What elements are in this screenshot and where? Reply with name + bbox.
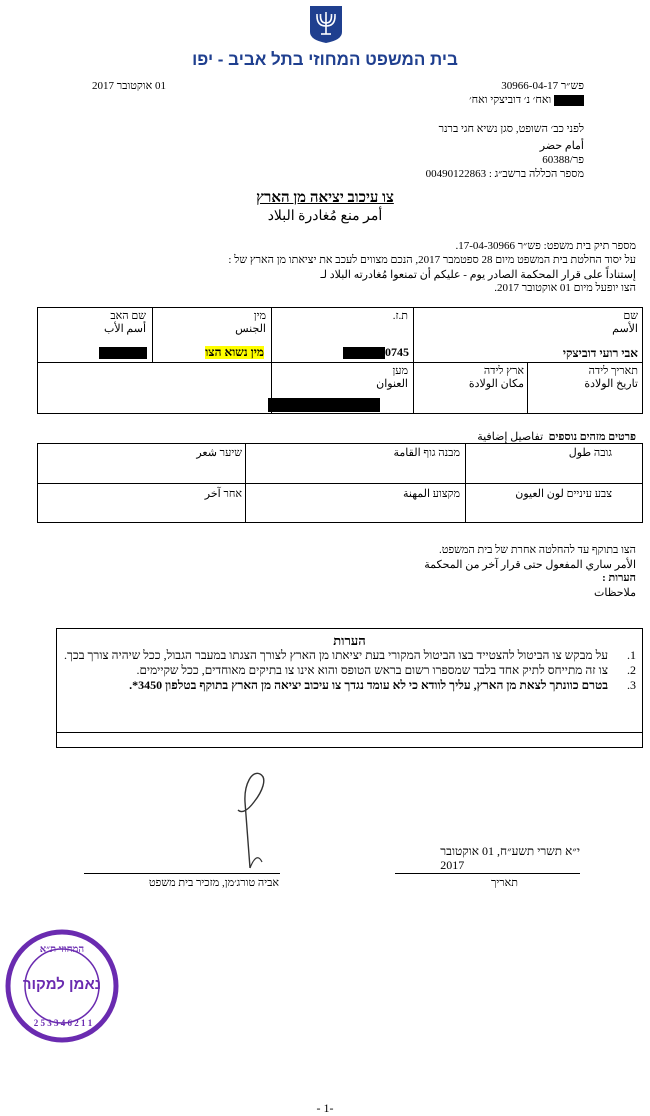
eyes-label: צבע עיניים لون العيون bbox=[515, 488, 612, 500]
job-label: מקצוע المهنة bbox=[402, 488, 460, 500]
father-redaction bbox=[99, 347, 147, 363]
sign-date: י״א תשרי תשע״ח, 01 אוקטובר 2017 bbox=[440, 844, 580, 872]
id-value bbox=[343, 346, 409, 359]
intro-line-4: הצו יופעל מיום 01 אוקטובר 2017. bbox=[494, 282, 636, 294]
judge-line: לפני כב׳ השופט, סגן נשיא חגי ברנר bbox=[438, 123, 584, 135]
judge-line-ar: أمام حضر bbox=[539, 140, 584, 152]
header-date: 01 אוקטובר 2017 bbox=[92, 80, 166, 92]
intro-line-2: על יסוד החלטת בית המשפט מיום 28 ספטמבר 2017, הנכם מצווים לעכב את יציאתו מן הארץ של : bbox=[228, 254, 636, 266]
page-number: -1 - bbox=[316, 1101, 334, 1115]
birth-date-label: תאריך לידה تاريخ الولادة bbox=[584, 365, 638, 390]
note-item-2: 2. צו זה מתייחס לתיק אחד בלבד שמספרו רשום בראש הטופס והוא אינו צו בתיקים מאוחדים, ככל שקיימים. bbox=[136, 663, 636, 677]
validity-line-ar: الأمر ساري المفعول حتى قرار آخر من المحكمة bbox=[424, 559, 636, 571]
clerk-name: אביה טורג׳מן, מזכיר בית משפט bbox=[148, 877, 279, 889]
parties bbox=[469, 94, 584, 106]
intro-line-3: إستناداً على قرار المحكمة الصادر يوم - عليكم أن تمنعوا مُغادرته البلاد لـ bbox=[320, 269, 636, 281]
validity-line: הצו בתוקף עד להחלטה אחרת של בית המשפט. bbox=[438, 544, 636, 556]
order-subtitle-ar: أمر منع مُغادرة البلاد bbox=[267, 209, 383, 224]
other-label: אחר آخر bbox=[204, 488, 242, 500]
address-redaction bbox=[268, 398, 380, 417]
parties-text: ואח׳ נ׳ דוביצקי ואח׳ bbox=[469, 94, 552, 106]
remarks-label: הערות : bbox=[602, 572, 636, 584]
signature-scribble-icon bbox=[218, 762, 288, 872]
height-label: גובה طول bbox=[568, 447, 612, 459]
id-label: ת.ז. bbox=[392, 310, 408, 322]
note-item-3: 3. בטרם כוונתך לצאת מן הארץ, עליך לוודא כי לא עומד נגדך צו עיכוב יציאה מן הארץ בתוקף בטלפון 3450*. bbox=[129, 678, 636, 692]
stamp-center-text: נאמן למקור bbox=[22, 976, 102, 993]
intro-line-1: מספר תיק בית משפט: פש״ר 17-04-30966. bbox=[455, 240, 636, 252]
court-name: בית המשפט המחוזי בתל אביב - יפו bbox=[192, 50, 458, 69]
remarks-ar: ملاحظات bbox=[594, 587, 636, 599]
stamp-bottom-text: 2 5 3 3 4 6 2 1 1 bbox=[33, 1018, 93, 1028]
parties-redaction bbox=[554, 95, 584, 106]
stamp-top-text: המחוזי ת״א bbox=[39, 944, 85, 955]
notes-title: הערות bbox=[333, 633, 366, 648]
file-label: פר/60388 bbox=[542, 154, 584, 166]
extra-heading: פרטים מזהים נוספים تفاصيل إضافية bbox=[477, 431, 636, 443]
notes-list bbox=[64, 648, 636, 693]
name-value: אבי רועי דוביצקי bbox=[562, 346, 638, 360]
state-emblem-icon bbox=[308, 4, 344, 44]
gender-value: מין נשוא הצו bbox=[205, 345, 264, 359]
gender-label: מין الجنس bbox=[235, 310, 266, 335]
id-redaction bbox=[343, 347, 385, 359]
birth-country-label: ארץ לידה مكان الولادة bbox=[468, 365, 524, 390]
build-label: מבנה גוף القامة bbox=[393, 447, 460, 459]
note-item-1: 1. על מבקש צו הביטול להצטייד בצו הביטול המקורי בעת יציאתו מן הארץ לצורך הצגתו במעבר הגבול, ככל שיהיה צורך בכך. bbox=[63, 648, 636, 662]
order-title: צו עיכוב יציאה מן הארץ bbox=[256, 190, 394, 206]
father-label: שם האב أسم الأب bbox=[103, 310, 146, 335]
name-label: שם الأسم bbox=[612, 310, 638, 335]
hair-label: שיער شعر bbox=[196, 447, 242, 459]
date-label: תאריך bbox=[490, 877, 518, 889]
address-label: מען العنوان bbox=[376, 365, 408, 390]
id-suffix: 0745 bbox=[385, 345, 409, 359]
collection-number: מספר הכללה ברשב״ג : 00490122863 bbox=[425, 168, 584, 180]
case-number: פש״ר 30966-04-17 bbox=[501, 80, 584, 92]
